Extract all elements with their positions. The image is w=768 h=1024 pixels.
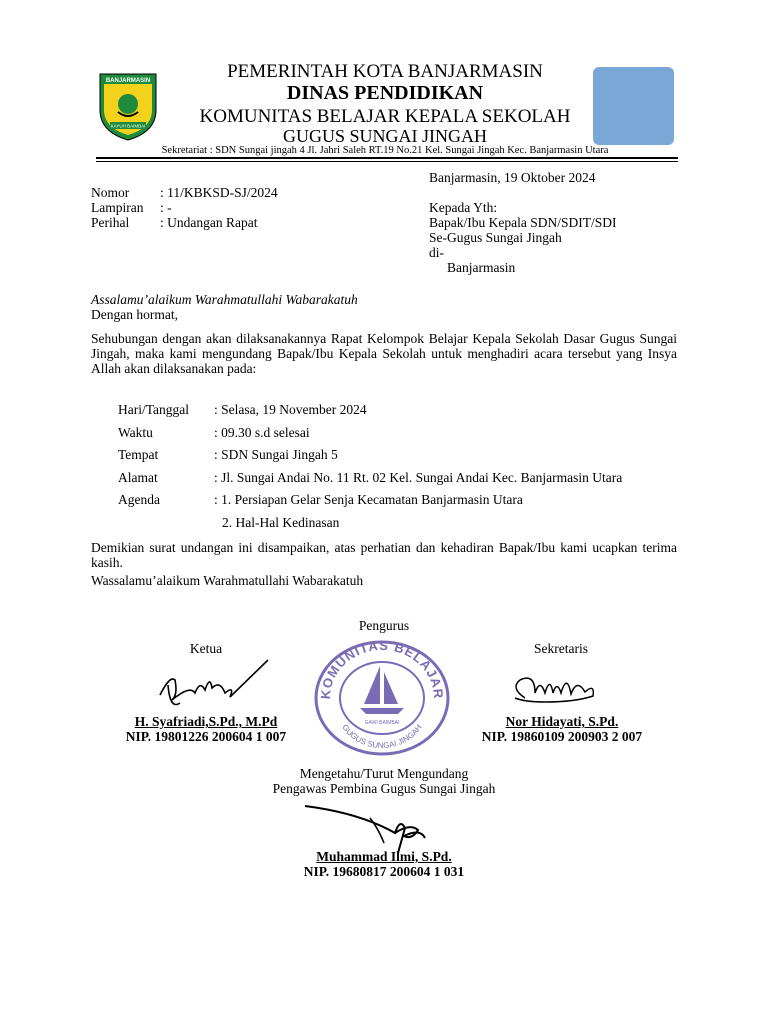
perihal-label: Perihal xyxy=(91,215,130,230)
lampiran-value: : - xyxy=(160,200,172,215)
sekretaris-title: Sekretaris xyxy=(534,641,588,656)
community-stamp xyxy=(312,638,452,758)
nomor-label: Nomor xyxy=(91,185,130,200)
perihal-value: : Undangan Rapat xyxy=(160,215,258,230)
waktu-label: Waktu xyxy=(118,425,153,440)
body-paragraph: Sehubungan dengan akan dilaksanakannya Rapat Kelompok Belajar Kepala Sekolah Dasar Gugus Sungai Jingah, maka kami mengundang Bapak/Ibu Kepala Sekolah untuk menghadiri acara tersebut yang Insya Allah akan dilaksanakan pada: xyxy=(91,331,677,376)
stamp-top-text: KOMUNITAS BELAJAR xyxy=(317,637,447,700)
agenda-item-1: : 1. Persiapan Gelar Senja Kecamatan Banjarmasin Utara xyxy=(214,492,523,507)
alamat-value: : Jl. Sungai Andai No. 11 Rt. 02 Kel. Sungai Andai Kec. Banjarmasin Utara xyxy=(214,470,623,485)
nomor-value: : 11/KBKSD-SJ/2024 xyxy=(160,185,278,200)
header-line-3: KOMUNITAS BELAJAR KEPALA SEKOLAH xyxy=(199,106,571,127)
header-line-2: DINAS PENDIDIKAN xyxy=(286,82,484,104)
alamat-label: Alamat xyxy=(118,470,158,485)
agenda-item-2: 2. Hal-Hal Kedinasan xyxy=(222,515,340,530)
closing-paragraph: Demikian surat undangan ini disampaikan, atas perhatian dan kehadiran Bapak/Ibu kami ucapkan terima kasih. xyxy=(91,540,677,570)
tempat-label: Tempat xyxy=(118,447,159,462)
tempat-value: : SDN Sungai Jingah 5 xyxy=(214,447,338,462)
svg-text:KOMUNITAS BELAJAR xyxy=(318,638,446,700)
greeting: Assalamu’alaikum Warahmatullahi Wabarakatuh xyxy=(91,292,358,307)
logo-bottom-text: KAYUH BAIMBAI xyxy=(110,123,146,129)
closing-greeting: Wassalamu’alaikum Warahmatullahi Wabarakatuh xyxy=(91,573,364,588)
waktu-value: : 09.30 s.d selesai xyxy=(214,425,310,440)
place-date: Banjarmasin, 19 Oktober 2024 xyxy=(429,170,596,185)
recipient-line-3: Se-Gugus Sungai Jingah xyxy=(429,230,562,245)
hari-label: Hari/Tanggal xyxy=(118,402,190,417)
stamp-inner-text: GAWI BAIMBAI xyxy=(364,720,400,726)
svg-text:GUGUS SUNGAI JINGAH xyxy=(340,723,423,750)
stamp-bottom-text: GUGUS SUNGAI JINGAH xyxy=(340,722,424,751)
ketua-nip: NIP. 19801226 200604 1 007 xyxy=(125,729,287,744)
ketua-signature xyxy=(150,655,280,715)
header-line-4: GUGUS SUNGAI JINGAH xyxy=(282,126,487,146)
salutation: Dengan hormat, xyxy=(91,307,178,322)
pengawas-nip: NIP. 19680817 200604 1 031 xyxy=(303,864,465,879)
recipient-line-4: di- xyxy=(429,245,444,260)
mengetahui-line-1: Mengetahu/Turut Mengundang xyxy=(299,766,469,781)
ketua-title: Ketua xyxy=(189,641,223,656)
recipient-line-5: Banjarmasin xyxy=(447,260,516,275)
sekretaris-nip: NIP. 19860109 200903 2 007 xyxy=(481,729,643,744)
hari-value: : Selasa, 19 November 2024 xyxy=(214,402,367,417)
header-rule-thin xyxy=(96,161,678,162)
header-address: Sekretariat : SDN Sungai jingah 4 Jl. Jahri Saleh RT.19 No.21 Kel. Sungai Jingah Kec. Banjarmasin Utara xyxy=(161,145,609,156)
mengetahui-line-2: Pengawas Pembina Gugus Sungai Jingah xyxy=(272,781,496,796)
lampiran-label: Lampiran xyxy=(91,200,144,215)
header-rule-thick xyxy=(96,157,678,159)
header-line-1: PEMERINTAH KOTA BANJARMASIN xyxy=(227,61,543,82)
sekretaris-signature xyxy=(505,668,615,718)
recipient-line-2: Bapak/Ibu Kepala SDN/SDIT/SDI xyxy=(429,215,617,230)
pengurus-label: Pengurus xyxy=(358,618,410,633)
logo-top-text: BANJARMASIN xyxy=(105,78,151,84)
pengawas-name: Muhammad Ilmi, S.Pd. xyxy=(316,849,452,864)
sekretaris-name: Nor Hidayati, S.Pd. xyxy=(505,714,619,729)
recipient-line-1: Kepada Yth: xyxy=(429,200,498,215)
agenda-label: Agenda xyxy=(118,492,160,507)
ketua-name: H. Syafriadi,S.Pd., M.Pd xyxy=(134,714,278,729)
